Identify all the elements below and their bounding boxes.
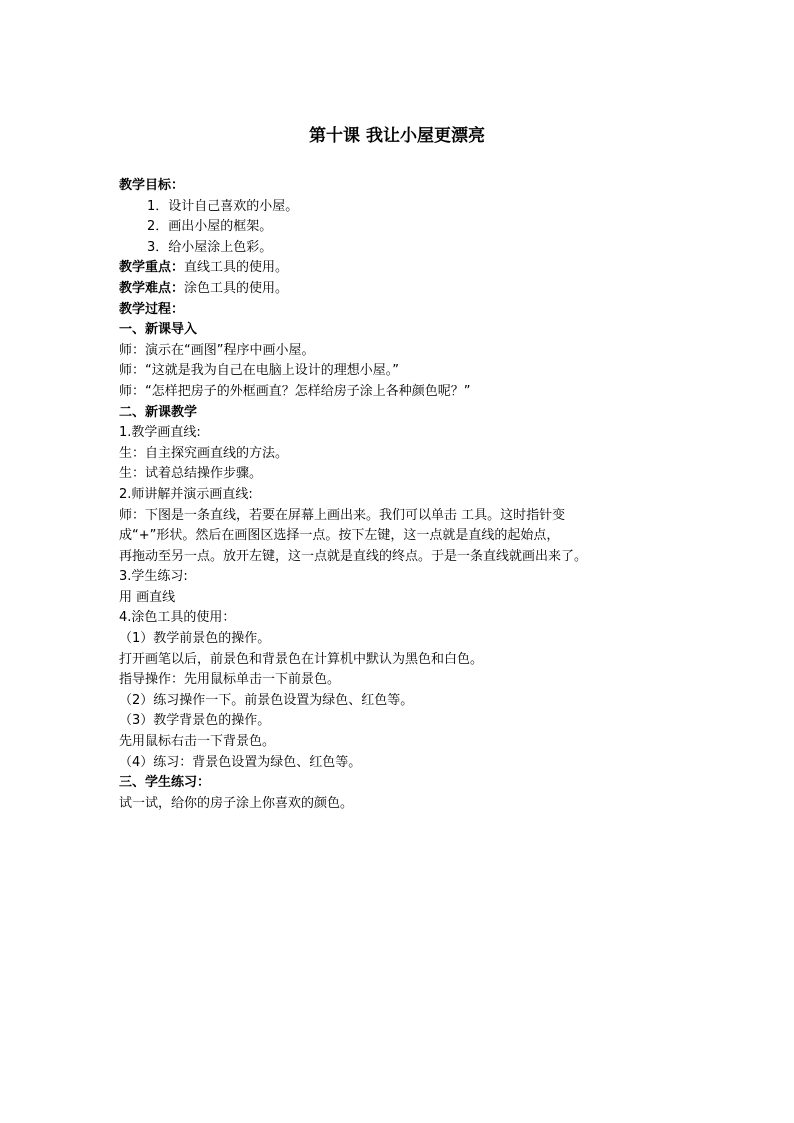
goal-item: 3．给小屋涂上色彩。 bbox=[147, 239, 273, 255]
difficulty-line bbox=[119, 279, 689, 300]
page-title: 第十课 我让小屋更漂亮 bbox=[309, 126, 485, 146]
section2-line: 先用鼠标右击一下背景色。 bbox=[119, 734, 276, 750]
difficulty-text: 涂色工具的使用。 bbox=[184, 280, 289, 296]
key-point-text: 直线工具的使用。 bbox=[184, 260, 289, 276]
section2-line: （1）教学前景色的操作。 bbox=[119, 631, 271, 647]
section1-line: 师：“怎样把房子的外框画直？怎样给房子涂上各种颜色呢？” bbox=[119, 383, 471, 399]
section2-heading: 二、新课教学 bbox=[119, 404, 198, 420]
section2-line: 指导操作：先用鼠标单击一下前景色。 bbox=[119, 672, 341, 688]
section2-line: 成“+”形状。然后在画图区选择一点。按下左键，这一点就是直线的起始点， bbox=[119, 528, 560, 544]
section1-line: 师：“这就是我为自己在电脑上设计的理想小屋。” bbox=[119, 363, 399, 379]
section3-heading: 三、学生练习： bbox=[119, 775, 211, 791]
process-heading: 教学过程： bbox=[119, 301, 185, 317]
goals-heading: 教学目标： bbox=[119, 178, 185, 193]
section2-line: 3.学生练习: bbox=[119, 569, 188, 585]
key-point-label: 教学重点： bbox=[119, 260, 185, 276]
section2-line: 打开画笔以后，前景色和背景色在计算机中默认为黑色和白色。 bbox=[119, 651, 484, 667]
key-point-line bbox=[119, 258, 689, 279]
difficulty-label: 教学难点： bbox=[119, 280, 185, 296]
lesson-body bbox=[119, 176, 689, 814]
section2-line: 再拖动至另一点。放开左键，这一点就是直线的终点。于是一条直线就画出来了。 bbox=[119, 548, 588, 564]
section2-line: （3）教学背景色的操作。 bbox=[119, 713, 271, 729]
section2-line: 生：试着总结操作步骤。 bbox=[119, 466, 263, 482]
section1-line: 师：演示在“画图”程序中画小屋。 bbox=[119, 342, 315, 358]
goal-item: 2．画出小屋的框架。 bbox=[147, 219, 273, 235]
section2-line: 1.教学画直线: bbox=[119, 425, 201, 441]
section2-line: 用 画直线 bbox=[119, 589, 176, 605]
section2-line: 生：自主探究画直线的方法。 bbox=[119, 445, 289, 461]
section2-line: （2）练习操作一下。前景色设置为绿色、红色等。 bbox=[119, 692, 414, 708]
section1-heading: 一、新课导入 bbox=[119, 322, 198, 338]
section2-line: 2.师讲解并演示画直线: bbox=[119, 486, 253, 502]
section2-line: 师：下图是一条直线，若要在屏幕上画出来。我们可以单击 工具。这时指针变 bbox=[119, 507, 566, 523]
goal-item: 1．设计自己喜欢的小屋。 bbox=[147, 198, 299, 214]
section2-line: （4）练习：背景色设置为绿色、红色等。 bbox=[119, 754, 362, 770]
section2-line: 4.涂色工具的使用： bbox=[119, 610, 236, 626]
section3-line: 试一试，给你的房子涂上你喜欢的颜色。 bbox=[119, 795, 354, 811]
